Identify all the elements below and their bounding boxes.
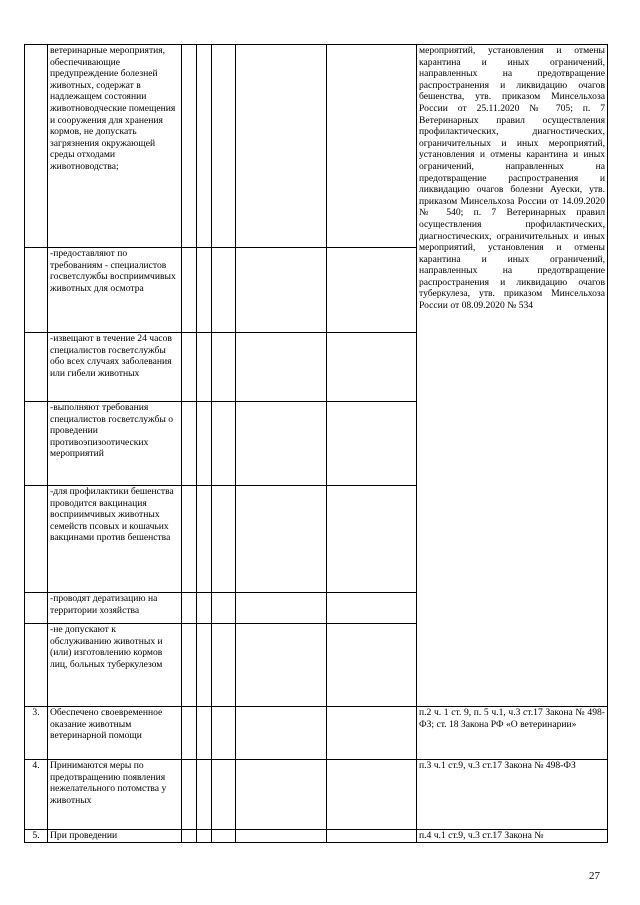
yes-cell	[182, 624, 197, 707]
reference-text: п.4 ч.1 ст.9, ч.3 ст.17 Закона №	[417, 830, 608, 843]
notes-cell	[236, 333, 327, 402]
requirement-text: ветеринарные мероприятия, обеспечивающие предупреждение болезней животных, содержат в надлежащем состоянии животноводческие помещения и сооружения для хранения кормов, не допускать загрязнения окружающей среды отходами животноводства;	[48, 45, 182, 248]
not-applicable-cell	[212, 624, 236, 707]
yes-cell	[182, 402, 197, 486]
row-number: 4.	[25, 760, 48, 830]
not-applicable-cell	[212, 707, 236, 760]
row-number	[25, 45, 48, 248]
no-cell	[197, 760, 212, 830]
reference-text: п.3 ч.1 ст.9, ч.3 ст.17 Закона № 498-ФЗ	[417, 760, 608, 830]
row-number: 5.	[25, 830, 48, 843]
no-cell	[197, 333, 212, 402]
not-applicable-cell	[212, 593, 236, 624]
requirement-text: Обеспечено своевременное оказание животным ветеринарной помощи	[48, 707, 182, 760]
row-number	[25, 624, 48, 707]
not-applicable-cell	[212, 333, 236, 402]
table-row	[25, 830, 608, 843]
no-cell	[197, 248, 212, 333]
comment-cell	[327, 830, 417, 843]
yes-cell	[182, 248, 197, 333]
no-cell	[197, 707, 212, 760]
no-cell	[197, 45, 212, 248]
comment-cell	[327, 593, 417, 624]
comment-cell	[327, 333, 417, 402]
notes-cell	[236, 760, 327, 830]
yes-cell	[182, 830, 197, 843]
not-applicable-cell	[212, 248, 236, 333]
page-number: 27	[589, 870, 600, 882]
table-row	[25, 707, 608, 760]
row-number	[25, 402, 48, 486]
no-cell	[197, 486, 212, 593]
comment-cell	[327, 486, 417, 593]
comment-cell	[327, 402, 417, 486]
no-cell	[197, 624, 212, 707]
yes-cell	[182, 760, 197, 830]
comment-cell	[327, 45, 417, 248]
row-number	[25, 333, 48, 402]
comment-cell	[327, 707, 417, 760]
comment-cell	[327, 248, 417, 333]
requirement-text: -предоставляют по требованиям - специалистов госветслужбы восприимчивых животных для осмотра	[48, 248, 182, 333]
row-number	[25, 486, 48, 593]
requirement-text: -проводят дератизацию на территории хозяйства	[48, 593, 182, 624]
yes-cell	[182, 333, 197, 402]
notes-cell	[236, 45, 327, 248]
yes-cell	[182, 593, 197, 624]
requirement-text: При проведении	[48, 830, 182, 843]
requirement-text: Принимаются меры по предотвращению появления нежелательного потомства у животных	[48, 760, 182, 830]
not-applicable-cell	[212, 486, 236, 593]
no-cell	[197, 830, 212, 843]
comment-cell	[327, 760, 417, 830]
table-row	[25, 45, 608, 248]
notes-cell	[236, 593, 327, 624]
row-number	[25, 593, 48, 624]
requirement-text: -не допускают к обслуживанию животных и (или) изготовлению кормов лиц, больных туберкулезом	[48, 624, 182, 707]
row-number: 3.	[25, 707, 48, 760]
no-cell	[197, 402, 212, 486]
row-number	[25, 248, 48, 333]
notes-cell	[236, 402, 327, 486]
notes-cell	[236, 707, 327, 760]
requirement-text: -выполняют требования специалистов госветслужбы о проведении противоэпизоотических мероприятий	[48, 402, 182, 486]
merged-reference-text: мероприятий, установления и отмены карантина и иных ограничений, направленных на предотвращение распространения и ликвидацию очагов бешенства, утв. приказом Минсельхоза России от 25.11.2020 № 705; п. 7 Ветеринарных правил осуществления профилактических, диагностических, ограничительных и иных мероприятий, установления и отмены карантина и иных ограничений, направленных на предотвращение распространения и ликвидацию очагов болезни Ауески, утв. приказом Минсельхоза России от 14.09.2020 № 540; п. 7 Ветеринарных правил осуществления профилактических, диагностических, ограничительных и иных мероприятий, установления и отмены карантина и иных ограничений, направленных на предотвращение распространения и ликвидацию очагов туберкулеза, утв. приказом Минсельхоза России от 08.09.2020 № 534	[417, 45, 608, 707]
yes-cell	[182, 486, 197, 593]
requirement-text: -для профилактики бешенства проводится вакцинация восприимчивых животных семейств псовых и кошачьих вакцинами против бешенства	[48, 486, 182, 593]
no-cell	[197, 593, 212, 624]
notes-cell	[236, 624, 327, 707]
yes-cell	[182, 707, 197, 760]
table-row	[25, 760, 608, 830]
comment-cell	[327, 624, 417, 707]
yes-cell	[182, 45, 197, 248]
requirement-text: -извещают в течение 24 часов специалистов госветслужбы обо всех случаях заболевания или гибели животных	[48, 333, 182, 402]
requirements-table	[24, 44, 608, 843]
not-applicable-cell	[212, 830, 236, 843]
not-applicable-cell	[212, 402, 236, 486]
notes-cell	[236, 248, 327, 333]
reference-text: п.2 ч. 1 ст. 9, п. 5 ч.1, ч.3 ст.17 Закона № 498-ФЗ; ст. 18 Закона РФ «О ветеринарии»	[417, 707, 608, 760]
not-applicable-cell	[212, 760, 236, 830]
not-applicable-cell	[212, 45, 236, 248]
notes-cell	[236, 486, 327, 593]
notes-cell	[236, 830, 327, 843]
